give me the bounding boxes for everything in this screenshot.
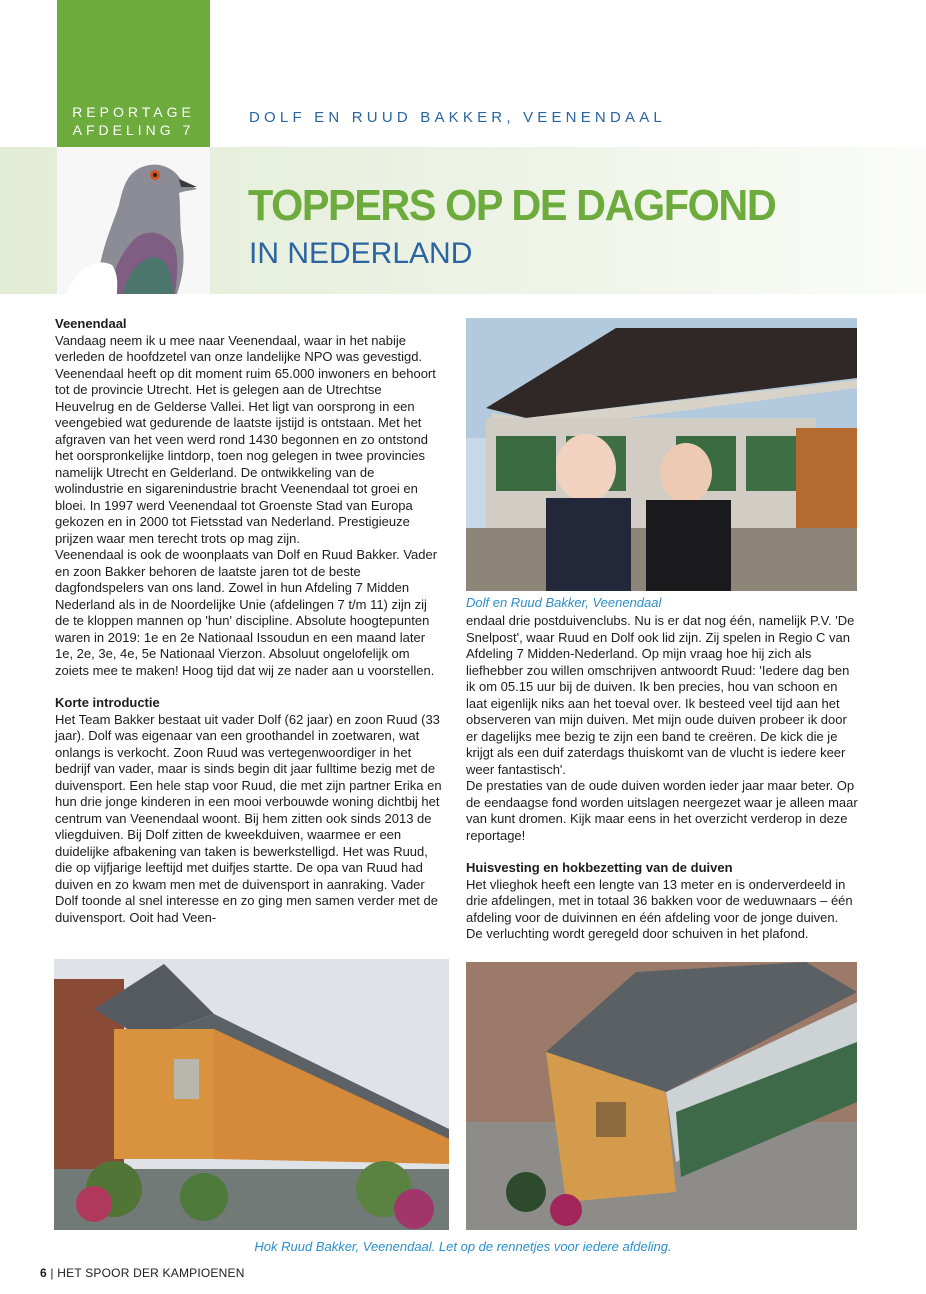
paragraph: Het vlieghok heeft een lengte van 13 meter en is onderverdeeld in drie afdelingen, met in totaal 36 bakken voor de weduwnaars – één afdeling voor de duivinnen en één afdeling voor de jonge duiven. De verluchting wordt geregeld door schuiven in het plafond. <box>466 876 853 941</box>
bottom-caption: Hok Ruud Bakker, Veenendaal. Let op de rennetjes voor iedere afdeling. <box>254 1239 672 1254</box>
heading-huisvesting: Huisvesting en hokbezetting van de duiven <box>466 860 733 875</box>
page-number: 6 <box>40 1266 47 1280</box>
left-column <box>55 316 444 926</box>
section-label-line2: AFDELING 7 <box>72 122 195 138</box>
section-label <box>57 103 210 139</box>
pigeon-photo <box>57 147 210 294</box>
photo-dolf-ruud <box>466 318 857 591</box>
paragraph: Veenendaal is ook de woonplaats van Dolf en Ruud Bakker. Vader en zoon Bakker behoren de laatste jaren tot de beste dagfondspelers van ons land. Zowel in hun Afdeling 7 Midden Nederland als in de Noordelijke Unie (afdelingen 7 t/m 11) zijn zij de te kloppen mannen op 'hun' discipline. Absolute hoogtepunten waren in 2019: 1e en 2e Nationaal Issoudun en een maand later 1e, 2e, 3e, 4e, 5e Nationaal Vierzon. Absoluut ongelofelijk om zoiets mee te maken! Hoog tijd dat wij ze nader aan u voorstellen. <box>55 547 438 678</box>
article-subtitle: IN NEDERLAND <box>249 237 473 270</box>
heading-korte-introductie: Korte introductie <box>55 695 160 710</box>
paragraph: Vandaag neem ik u mee naar Veenendaal, waar in het nabije verleden de hoofdzetel van onze landelijke NPO was gevestigd. Veenendaal heeft op dit moment ruim 65.000 inwoners en behoort tot de provincie Utrecht. Het is gelegen aan de Utrechtse Heuvelrug en de Gelderse Vallei. Het ligt van oorsprong in een veengebied wat gedurende de laatste ijstijd is ontstaan. Met het afgraven van het veen werd rond 1430 begonnen en zo ontstond het oorspronkelijke lintdorp, toen nog gelegen in twee provincies namelijk Utrecht en Gelderland. De ontwikkeling van de wolindustrie en sigarenindustrie bracht Veenendaal tot groei en bloei. In 1997 werd Veenendaal tot Groenste Stad van Europa gekozen en in 2000 tot Fietsstad van Nederland. Prestigieuze prijzen waar men terecht trots op mag zijn. <box>55 332 436 546</box>
magazine-name: HET SPOOR DER KAMPIOENEN <box>57 1266 245 1280</box>
photo-loft-left <box>54 959 449 1230</box>
footer <box>40 1266 245 1280</box>
photo-loft-right <box>466 962 857 1230</box>
header-names: DOLF EN RUUD BAKKER, VEENENDAAL <box>249 109 666 126</box>
paragraph: endaal drie postduivenclubs. Nu is er dat nog één, namelijk P.V. 'De Snelpost', waar Ruud en Dolf ook lid zijn. Zij spelen in Regio C van Afdeling 7 Midden-Nederland. Op mijn vraag hoe hij zich als liefhebber zou willen omschrijven antwoordt Ruud: 'Iedere dag ben ik om 05.15 uur bij de duiven. Ik ben precies, hou van schoon en laat eigenlijk niks aan het toeval over. Ik besteed veel tijd aan het observeren van mijn duiven. Met mijn oude duiven probeer ik door er dagelijks mee bezig te zijn een band te creëren. De kick die je krijgt als een duif zaterdags thuiskomt van de vlucht is iedere keer weer fantastisch'. <box>466 613 855 777</box>
right-column <box>466 613 858 943</box>
photo-caption: Dolf en Ruud Bakker, Veenendaal <box>466 595 662 610</box>
article-title: TOPPERS OP DE DAGFOND <box>248 181 776 230</box>
heading-veenendaal: Veenendaal <box>55 316 127 331</box>
section-label-line1: REPORTAGE <box>72 104 195 120</box>
footer-separator: | <box>50 1266 54 1280</box>
paragraph: Het Team Bakker bestaat uit vader Dolf (62 jaar) en zoon Ruud (33 jaar). Dolf was eigenaar van een groothandel in zoetwaren, wat onlangs is verkocht. Zoon Ruud was vertegenwoordiger in het bedrijf van vader, maar is sinds begin dit jaar fulltime bezig met de duivensport. Een hele stap voor Ruud, die met zijn partner Erika en hun drie jonge kinderen in een mooi verbouwde woning dichtbij het centrum van Veenendaal woont. Bij hem zitten ook sinds 2013 de vliegduiven. Bij Dolf zitten de kweekduiven, waarmee er een duidelijke afbakening van taken is bewerkstelligd. Het was Ruud, die op vijfjarige leeftijd met duifjes startte. De opa van Ruud had duiven en zo kwam men met de duivensport in aanraking. Vader Dolf toonde al snel interesse en zo ging men samen verder met de duivensport. Ooit had Veen- <box>55 711 442 925</box>
paragraph: De prestaties van de oude duiven worden ieder jaar maar beter. Op de eendaagse fond worden uitslagen neergezet waar je alleen maar van kunt dromen. Kijk maar eens in het overzicht verderop in deze reportage! <box>466 778 858 843</box>
